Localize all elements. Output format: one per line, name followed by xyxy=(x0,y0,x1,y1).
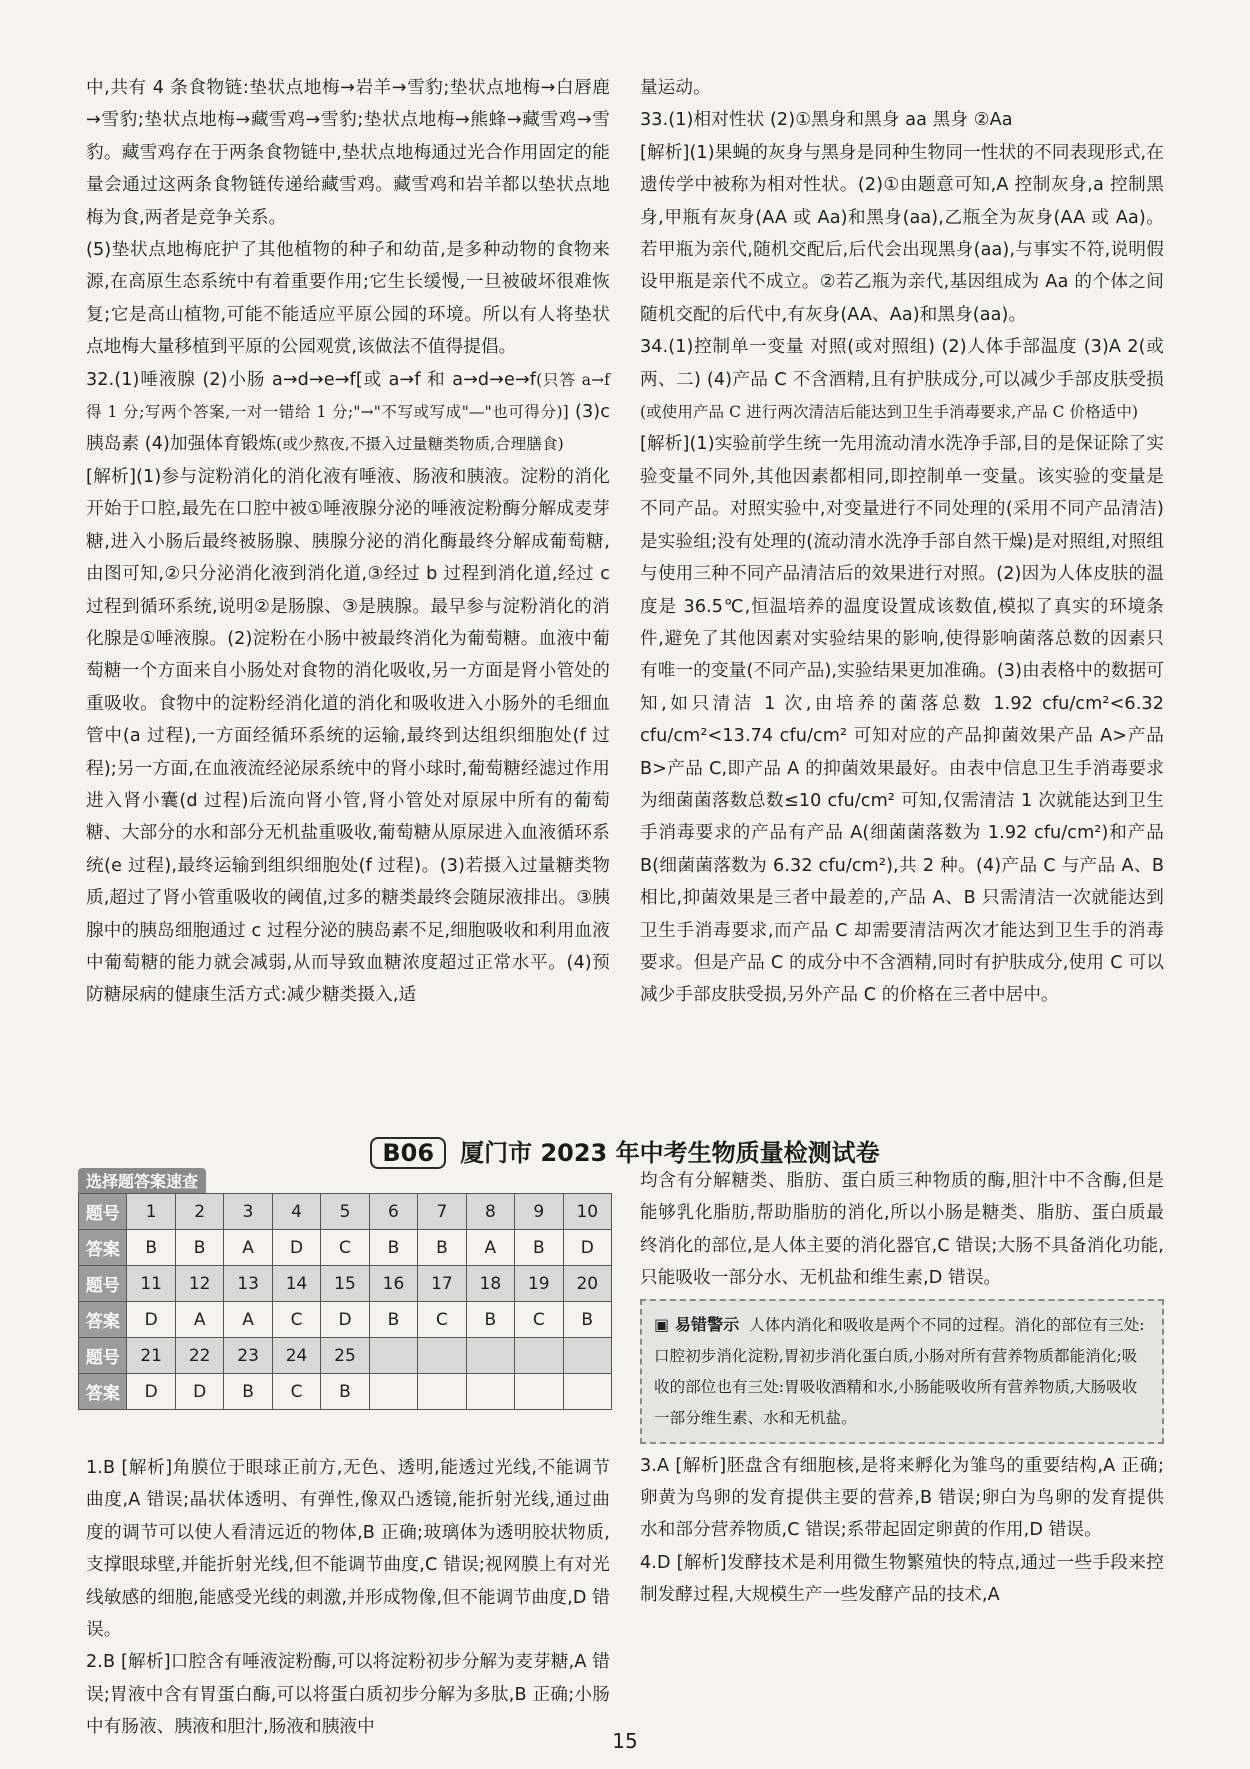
answer-cell: D xyxy=(563,1230,611,1266)
q34-answer xyxy=(640,331,1164,428)
question-number-cell: 11 xyxy=(127,1266,175,1302)
right-column-top xyxy=(640,72,1164,1012)
answer-label-cell: 答案 xyxy=(79,1374,127,1410)
question-number-cell: 2 xyxy=(175,1194,223,1230)
answer-cell xyxy=(515,1374,563,1410)
q33-answer: 33.(1)相对性状 (2)①黑身和黑身 aa 黑身 ②Aa xyxy=(640,110,1013,131)
q31-part5: (5)垫状点地梅庇护了其他植物的种子和幼苗,是多种动物的食物来源,在高原生态系统中有着重要作用;它生长缓慢,一旦被破坏很难恢复;它是高山植物,可能不能适应平原公园的环境。所以有人将垫状点地梅大量移植到平原的公园观赏,该做法不值得提倡。 xyxy=(86,240,610,358)
question-number-cell: 1 xyxy=(127,1194,175,1230)
question-number-cell: 4 xyxy=(272,1194,320,1230)
q2-analysis-continuation: 均含有分解糖类、脂肪、蛋白质三种物质的酶,胆汁中不含酶,但是能够乳化脂肪,帮助脂肪的消化,所以小肠是糖类、脂肪、蛋白质最终消化的部位,是人体主要的消化器官,C 错误;大肠不具备消化功能,只能吸收一部分水、无机盐和维生素,D 错误。 xyxy=(640,1171,1164,1289)
q32-scoring-note: (只答 a→f 得 1 分;写两个答案,一对一错给 1 分;"→"不写或写成"—"也可得分)] xyxy=(86,370,611,422)
question-number-cell: 10 xyxy=(563,1194,611,1230)
question-number-cell: 22 xyxy=(175,1338,223,1374)
answer-cell xyxy=(418,1374,466,1410)
q32-answer-text-2: (3)c 胰岛素 (4)加强体育锻炼 xyxy=(86,402,610,455)
question-number-cell: 18 xyxy=(466,1266,514,1302)
answer-cell: C xyxy=(272,1302,320,1338)
q4-analysis: 4.D [解析]发酵技术是利用微生物繁殖快的特点,通过一些手段来控制发酵过程,大规模生产一些发酵产品的技术,A xyxy=(640,1552,1164,1606)
question-number-cell: 24 xyxy=(272,1338,320,1374)
answer-cell: D xyxy=(272,1230,320,1266)
answer-cell: D xyxy=(175,1374,223,1410)
q1-analysis: 1.B [解析]角膜位于眼球正前方,无色、透明,能透过光线,不能调节曲度,A 错误;晶状体透明、有弹性,像双凸透镜,能折射光线,通过曲度的调节可以使人看清远近的物体,B 正确;玻璃体为透明胶状物质,支撑眼球壁,并能折射光线,但不能调节曲度,C 错误;视网膜上有对光线敏感的细胞,能感受光线的刺激,并形成物像,但不能调节曲度,D 错误。 xyxy=(86,1458,610,1641)
right-column-bottom xyxy=(640,1165,1164,1612)
q34-answer-note: (或使用产品 C 进行两次清洁后能达到卫生手消毒要求,产品 C 价格适中) xyxy=(640,403,1139,422)
question-number-cell: 7 xyxy=(418,1194,466,1230)
page-number: 15 xyxy=(612,1729,638,1753)
answer-cell: C xyxy=(418,1302,466,1338)
question-number-cell: 17 xyxy=(418,1266,466,1302)
answer-cell: B xyxy=(369,1302,417,1338)
answer-cell: B xyxy=(369,1230,417,1266)
warning-text: 人体内消化和吸收是两个不同的过程。消化的部位有三处:口腔初步消化淀粉,胃初步消化蛋白质,小肠对所有营养物质都能消化;吸收的部位也有三处:胃吸收酒精和水,小肠能吸收所有营养物质,大肠吸收一部分维生素、水和无机盐。 xyxy=(654,1315,1145,1427)
answer-cell: A xyxy=(224,1230,272,1266)
answer-cell: B xyxy=(175,1230,223,1266)
q2-analysis: 2.B [解析]口腔含有唾液淀粉酶,可以将淀粉初步分解为麦芽糖,A 错误;胃液中含有胃蛋白酶,可以将蛋白质初步分解为多肽,B 正确;小肠中有肠液、胰液和胆汁,肠液和胰液中 xyxy=(86,1652,610,1738)
q33-analysis: [解析](1)果蝇的灰身与黑身是同种生物同一性状的不同表现形式,在遗传学中被称为相对性状。(2)①由题意可知,A 控制灰身,a 控制黑身,甲瓶有灰身(AA 或 Aa)和黑身(aa),乙瓶全为灰身(AA 或 Aa)。若甲瓶为亲代,随机交配后,后代会出现黑身(aa),与事实不符,说明假设甲瓶是亲代不成立。②若乙瓶为亲代,基因组成为 Aa 的个体之间随机交配的后代中,有灰身(AA、Aa)和黑身(aa)。 xyxy=(640,142,1164,325)
question-number-cell: 13 xyxy=(224,1266,272,1302)
answer-quick-reference xyxy=(78,1168,612,1410)
answer-cell: C xyxy=(272,1374,320,1410)
question-number-cell xyxy=(466,1338,514,1374)
q32-answer-text: 32.(1)唾液腺 (2)小肠 a→d→e→f[或 a→f 和 a→d→e→f xyxy=(86,369,537,390)
answer-cell: C xyxy=(515,1302,563,1338)
question-number-cell: 16 xyxy=(369,1266,417,1302)
q31-continuation: 中,共有 4 条食物链:垫状点地梅→岩羊→雪豹;垫状点地梅→白唇鹿→雪豹;垫状点地梅→藏雪鸡→雪豹;垫状点地梅→熊蜂→藏雪鸡→雪豹。藏雪鸡存在于两条食物链中,垫状点地梅通过光合作用固定的能量会通过这两条食物链传递给藏雪鸡。藏雪鸡和岩羊都以垫状点地梅为食,两者是竞争关系。 xyxy=(86,78,610,228)
q32-answer-note-2: (或少熬夜,不摄入过量糖类物质,合理膳食) xyxy=(276,435,564,454)
question-number-cell: 25 xyxy=(321,1338,369,1374)
question-number-cell: 14 xyxy=(272,1266,320,1302)
question-number-cell: 19 xyxy=(515,1266,563,1302)
answer-row xyxy=(79,1230,612,1266)
question-number-row xyxy=(79,1338,612,1374)
answer-cell xyxy=(563,1374,611,1410)
question-number-cell xyxy=(563,1338,611,1374)
question-number-cell: 21 xyxy=(127,1338,175,1374)
answer-cell: B xyxy=(466,1302,514,1338)
question-label-cell: 题号 xyxy=(79,1266,127,1302)
warning-tag xyxy=(654,1315,739,1334)
q32-analysis: [解析](1)参与淀粉消化的消化液有唾液、肠液和胰液。淀粉的消化开始于口腔,最先在口腔中被①唾液腺分泌的唾液淀粉酶分解成麦芽糖,进入小肠后最终被肠腺、胰腺分泌的消化酶最终分解成葡萄糖,由图可知,②只分泌消化液到消化道,③经过 b 过程到消化道,经过 c 过程到循环系统,说明②是肠腺、③是胰腺。最早参与淀粉消化的消化腺是①唾液腺。(2)淀粉在小肠中被最终消化为葡萄糖。血液中葡萄糖一个方面来自小肠处对食物的消化吸收,另一方面是肾小管处的重吸收。食物中的淀粉经消化道的消化和吸收进入小肠外的毛细血管中(a 过程),一方面经循环系统的运输,最终到达组织细胞处(f 过程);另一方面,在血液流经泌尿系统中的肾小球时,葡萄糖经滤过作用进入肾小囊(d 过程)后流向肾小管,肾小管处对原尿中所有的葡萄糖、大部分的水和部分无机盐重吸收,葡萄糖从原尿进入血液循环系统(e 过程),最终运输到组织细胞处(f 过程)。(3)若摄入过量糖类物质,超过了肾小管重吸收的阈值,过多的糖类最终会随尿液排出。③胰腺中的胰岛细胞通过 c 过程分泌的胰岛素不足,细胞吸收和利用血液中葡萄糖的能力就会减弱,从而导致血糖浓度超过正常水平。(4)预防糖尿病的健康生活方式:减少糖类摄入,适 xyxy=(86,466,610,1006)
answer-table-caption: 选择题答案速查 xyxy=(78,1168,206,1193)
warning-tag-text: 易错警示 xyxy=(674,1314,740,1334)
answer-row xyxy=(79,1302,612,1338)
question-number-cell: 12 xyxy=(175,1266,223,1302)
answer-cell: B xyxy=(563,1302,611,1338)
q34-analysis: [解析](1)实验前学生统一先用流动清水洗净手部,目的是保证除了实验变量不同外,其他因素都相同,即控制单一变量。该实验的变量是不同产品。对照实验中,对变量进行不同处理的(采用不同产品清洁)是实验组;没有处理的(流动清水洗净手部自然干燥)是对照组,对照组与使用三种不同产品清洁后的效果进行对照。(2)因为人体皮肤的温度是 36.5℃,恒温培养的温度设置成该数值,模拟了真实的环境条件,避免了其他因素对实验结果的影响,使得影响菌落总数的因素只有唯一的变量(不同产品),实验结果更加准确。(3)由表格中的数据可知,如只清洁 1 次,由培养的菌落总数 1.92 cfu/cm²<6.32 cfu/cm²<13.74 cfu/cm² 可知对应的产品抑菌效果产品 A>产品 B>产品 C,即产品 A 的抑菌效果最好。由表中信息卫生手消毒要求为细菌菌落数总数≤10 cfu/cm² 可知,仅需清洁 1 次就能达到卫生手消毒要求的产品有产品 A(细菌菌落数为 1.92 cfu/cm²)和产品 B(细菌菌落数为 6.32 cfu/cm²),共 2 种。(4)产品 C 与产品 A、B 相比,抑菌效果是三者中最差的,产品 A、B 只需清洁一次就能达到卫生手消毒要求,而产品 C 却需要清洁两次才能达到卫生手的消毒要求。但是产品 C 的成分中不含酒精,同时有护肤成分,使用 C 可以减少手部皮肤受损,另外产品 C 的价格在三者中居中。 xyxy=(640,434,1164,1006)
answer-label-cell: 答案 xyxy=(79,1302,127,1338)
common-mistake-box xyxy=(640,1299,1164,1444)
answer-cell: B xyxy=(224,1374,272,1410)
section-title-text: 厦门市 2023 年中考生物质量检测试卷 xyxy=(460,1139,880,1167)
question-number-cell: 3 xyxy=(224,1194,272,1230)
answer-cell: B xyxy=(418,1230,466,1266)
answer-cell: A xyxy=(175,1302,223,1338)
question-number-cell: 5 xyxy=(321,1194,369,1230)
question-number-cell: 15 xyxy=(321,1266,369,1302)
answer-cell: A xyxy=(224,1302,272,1338)
question-number-cell: 9 xyxy=(515,1194,563,1230)
question-number-cell: 8 xyxy=(466,1194,514,1230)
question-number-cell xyxy=(418,1338,466,1374)
answer-cell: A xyxy=(466,1230,514,1266)
left-column-bottom xyxy=(86,1452,610,1744)
answer-row xyxy=(79,1374,612,1410)
answer-cell: B xyxy=(515,1230,563,1266)
question-number-cell: 6 xyxy=(369,1194,417,1230)
question-label-cell: 题号 xyxy=(79,1338,127,1374)
left-column-top xyxy=(86,72,610,1012)
section-badge: B06 xyxy=(370,1137,446,1169)
question-number-row xyxy=(79,1266,612,1302)
question-number-cell xyxy=(369,1338,417,1374)
answer-cell: B xyxy=(127,1230,175,1266)
answer-table xyxy=(78,1193,612,1410)
question-label-cell: 题号 xyxy=(79,1194,127,1230)
q34-answer-text: 34.(1)控制单一变量 对照(或对照组) (2)人体手部温度 (3)A 2(或两、二) (4)产品 C 不含酒精,且有护肤成分,可以减少手部皮肤受损 xyxy=(640,337,1164,390)
answer-cell: D xyxy=(321,1302,369,1338)
answer-cell: D xyxy=(127,1302,175,1338)
q32-analysis-end: 量运动。 xyxy=(640,78,711,98)
question-number-cell: 20 xyxy=(563,1266,611,1302)
answer-label-cell: 答案 xyxy=(79,1230,127,1266)
warning-icon: ▣ xyxy=(654,1314,675,1334)
question-number-row xyxy=(79,1194,612,1230)
answer-cell: C xyxy=(321,1230,369,1266)
answer-cell xyxy=(466,1374,514,1410)
answer-cell: D xyxy=(127,1374,175,1410)
answer-cell xyxy=(369,1374,417,1410)
answer-cell: B xyxy=(321,1374,369,1410)
question-number-cell xyxy=(515,1338,563,1374)
q32-answer xyxy=(86,364,610,461)
question-number-cell: 23 xyxy=(224,1338,272,1374)
q3-analysis: 3.A [解析]胚盘含有细胞核,是将来孵化为雏鸟的重要结构,A 正确;卵黄为鸟卵的发育提供主要的营养,B 错误;卵白为鸟卵的发育提供水和部分营养物质,C 错误;系带起固定卵黄的作用,D 错误。 xyxy=(640,1455,1164,1541)
